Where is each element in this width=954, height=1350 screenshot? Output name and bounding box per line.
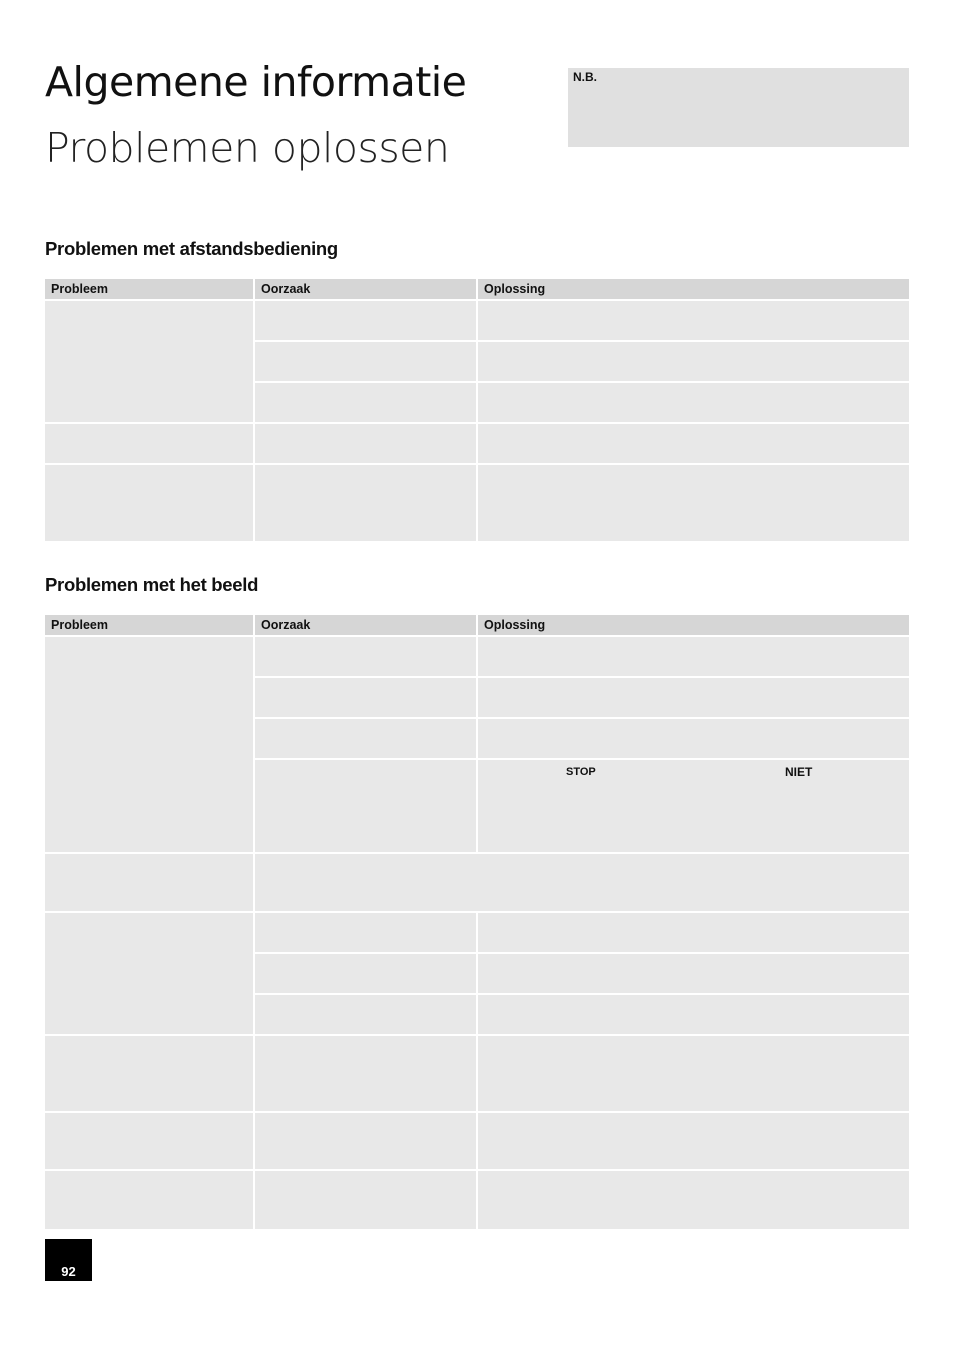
problem-cell bbox=[45, 1171, 255, 1229]
problem-cell bbox=[45, 637, 255, 854]
merged-cause-solution-cell bbox=[255, 854, 909, 913]
column-header-problem: Probleem bbox=[45, 279, 255, 301]
solution-cell bbox=[478, 301, 909, 342]
cause-cell bbox=[255, 1113, 478, 1171]
problem-cell bbox=[45, 1113, 255, 1171]
cause-cell bbox=[255, 301, 478, 342]
cause-cell bbox=[255, 424, 478, 465]
solution-cell bbox=[478, 719, 909, 760]
solution-cell bbox=[478, 383, 909, 424]
section-title-picture: Problemen met het beeld bbox=[45, 574, 259, 595]
cause-cell bbox=[255, 760, 478, 854]
problem-cell bbox=[45, 301, 255, 424]
solution-cell bbox=[478, 637, 909, 678]
problem-cell bbox=[45, 854, 255, 913]
cause-cell bbox=[255, 1171, 478, 1229]
remote-problems-table bbox=[45, 279, 909, 541]
picture-problems-table bbox=[45, 615, 909, 1229]
table-row bbox=[45, 637, 909, 678]
table-header-row bbox=[45, 615, 909, 637]
stop-label: STOP bbox=[566, 766, 596, 778]
cause-cell bbox=[255, 719, 478, 760]
solution-cell bbox=[478, 424, 909, 465]
table-row bbox=[45, 465, 909, 541]
solution-cell bbox=[478, 954, 909, 995]
column-header-cause: Oorzaak bbox=[255, 279, 478, 301]
cause-cell bbox=[255, 678, 478, 719]
problem-cell bbox=[45, 465, 255, 541]
solution-cell bbox=[478, 678, 909, 719]
problem-cell bbox=[45, 913, 255, 1036]
page-subtitle: Problemen oplossen bbox=[45, 124, 450, 172]
section-title-remote: Problemen met afstandsbediening bbox=[45, 238, 338, 259]
column-header-solution: Oplossing bbox=[478, 615, 909, 637]
table-row bbox=[45, 424, 909, 465]
cause-cell bbox=[255, 637, 478, 678]
problem-cell bbox=[45, 424, 255, 465]
note-label: N.B. bbox=[573, 70, 597, 84]
solution-cell bbox=[478, 995, 909, 1036]
table-row bbox=[45, 301, 909, 342]
table-row bbox=[45, 1036, 909, 1113]
solution-cell bbox=[478, 913, 909, 954]
solution-cell bbox=[478, 1171, 909, 1229]
page-number: 92 bbox=[45, 1239, 92, 1281]
cause-cell bbox=[255, 383, 478, 424]
solution-cell bbox=[478, 1036, 909, 1113]
cause-cell bbox=[255, 342, 478, 383]
table-row bbox=[45, 1171, 909, 1229]
solution-cell bbox=[478, 342, 909, 383]
column-header-cause: Oorzaak bbox=[255, 615, 478, 637]
table-row bbox=[45, 1113, 909, 1171]
table-header-row bbox=[45, 279, 909, 301]
cause-cell bbox=[255, 954, 478, 995]
solution-cell bbox=[478, 465, 909, 541]
table-row bbox=[45, 854, 909, 913]
column-header-solution: Oplossing bbox=[478, 279, 909, 301]
cause-cell bbox=[255, 913, 478, 954]
solution-cell bbox=[478, 1113, 909, 1171]
column-header-problem: Probleem bbox=[45, 615, 255, 637]
cause-cell bbox=[255, 995, 478, 1036]
note-box bbox=[568, 68, 909, 147]
solution-cell bbox=[478, 760, 909, 854]
cause-cell bbox=[255, 1036, 478, 1113]
page-title: Algemene informatie bbox=[45, 58, 467, 106]
table-row bbox=[45, 913, 909, 954]
cause-cell bbox=[255, 465, 478, 541]
problem-cell bbox=[45, 1036, 255, 1113]
niet-label: NIET bbox=[785, 765, 813, 779]
